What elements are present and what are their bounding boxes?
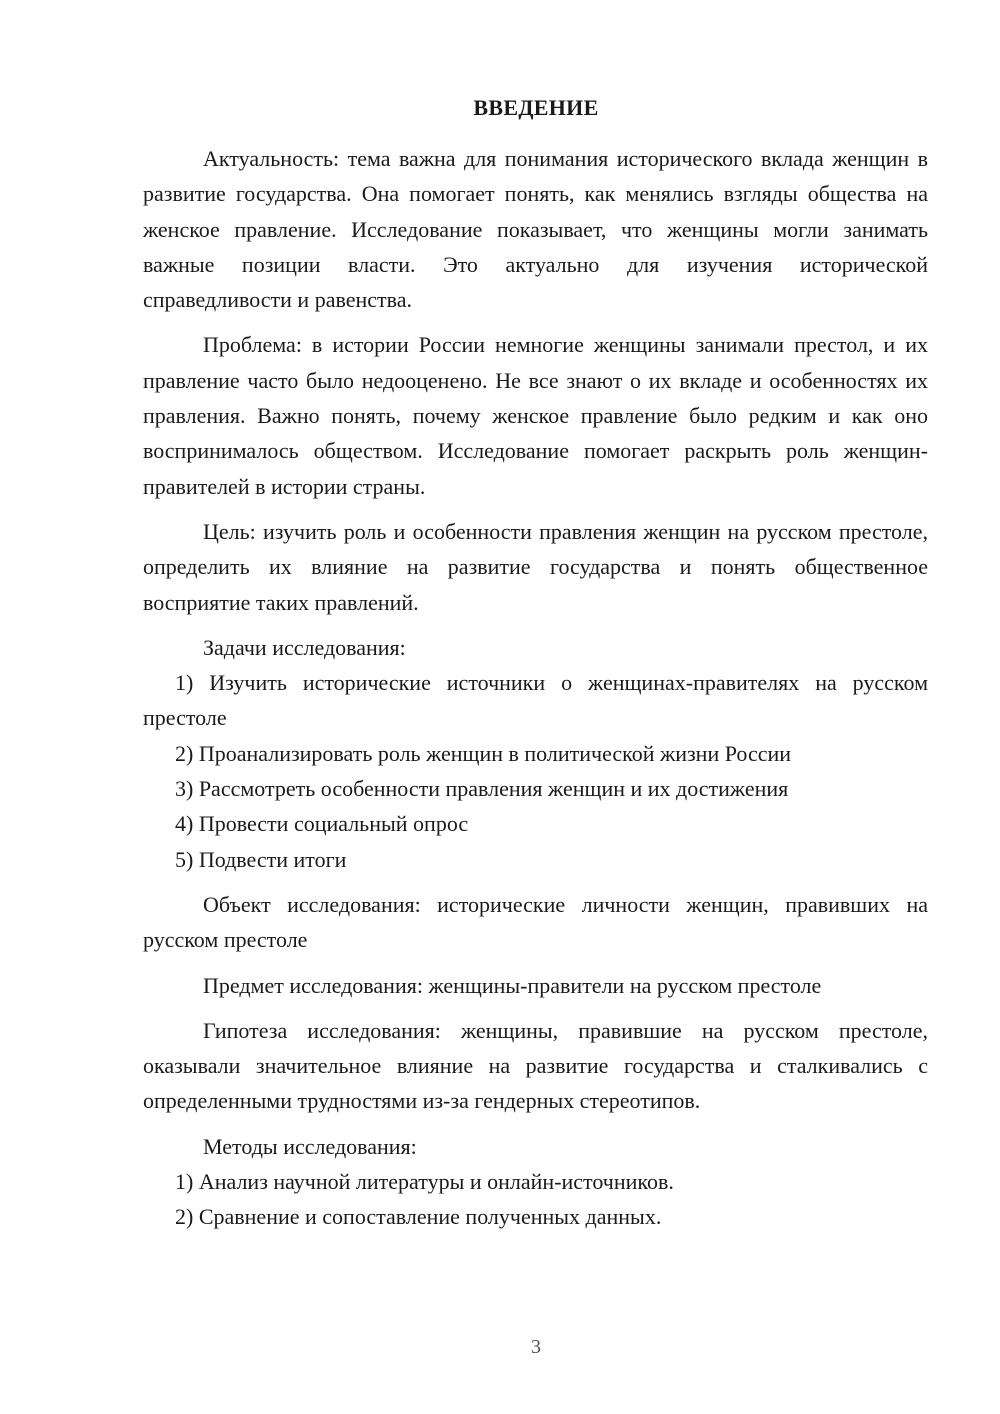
tasks-heading: Задачи исследования:: [203, 634, 406, 660]
problem-paragraph: Проблема: в истории России немногие женщины занимали престол, и их правление часто было недооценено. Не все знают о их вкладе и особенностях их правления. Важно понять, почему женское правление было редким и как оно воспринималось обществом. Исследование помогает раскрыть роль женщин-правителей в истории страны.: [143, 332, 928, 499]
object-paragraph: Объект исследования: исторические личности женщин, правивших на русском престоле: [143, 891, 928, 953]
task-item: 3) Рассмотреть особенности правления женщин и их достижения: [175, 776, 789, 802]
section-title: ВВЕДЕНИЕ: [473, 95, 599, 120]
task-item: 4) Провести социальный опрос: [175, 811, 469, 837]
task-item: 2) Проанализировать роль женщин в политической жизни России: [175, 740, 792, 766]
method-item: 1) Анализ научной литературы и онлайн-источников.: [175, 1169, 674, 1195]
task-item: 5) Подвести итоги: [175, 846, 347, 872]
methods-heading: Методы исследования:: [203, 1133, 417, 1159]
subject-paragraph: Предмет исследования: женщины-правители на русском престоле: [203, 972, 822, 998]
task-item: 1) Изучить исторические источники о женщинах-правителях на русском престоле: [143, 670, 928, 731]
relevance-paragraph: Актуальность: тема важна для понимания исторического вклада женщин в развитие государства. Она помогает понять, как менялись взгляды общества на женское правление. Исследование показывает, что женщины могли занимать важные позиции власти. Это актуально для изучения исторической справедливости и равенства.: [143, 146, 928, 313]
document-body: [143, 141, 928, 1235]
method-item: 2) Сравнение и сопоставление полученных данных.: [175, 1204, 662, 1230]
hypothesis-paragraph: Гипотеза исследования: женщины, правившие на русском престоле, оказывали значительное влияние на развитие государства и сталкивались с определенными трудностями из-за гендерных стереотипов.: [143, 1017, 928, 1114]
page-number: 3: [531, 1336, 541, 1358]
goal-paragraph: Цель: изучить роль и особенности правления женщин на русском престоле, определить их влияние на развитие государства и понять общественное восприятие таких правлений.: [143, 518, 928, 615]
